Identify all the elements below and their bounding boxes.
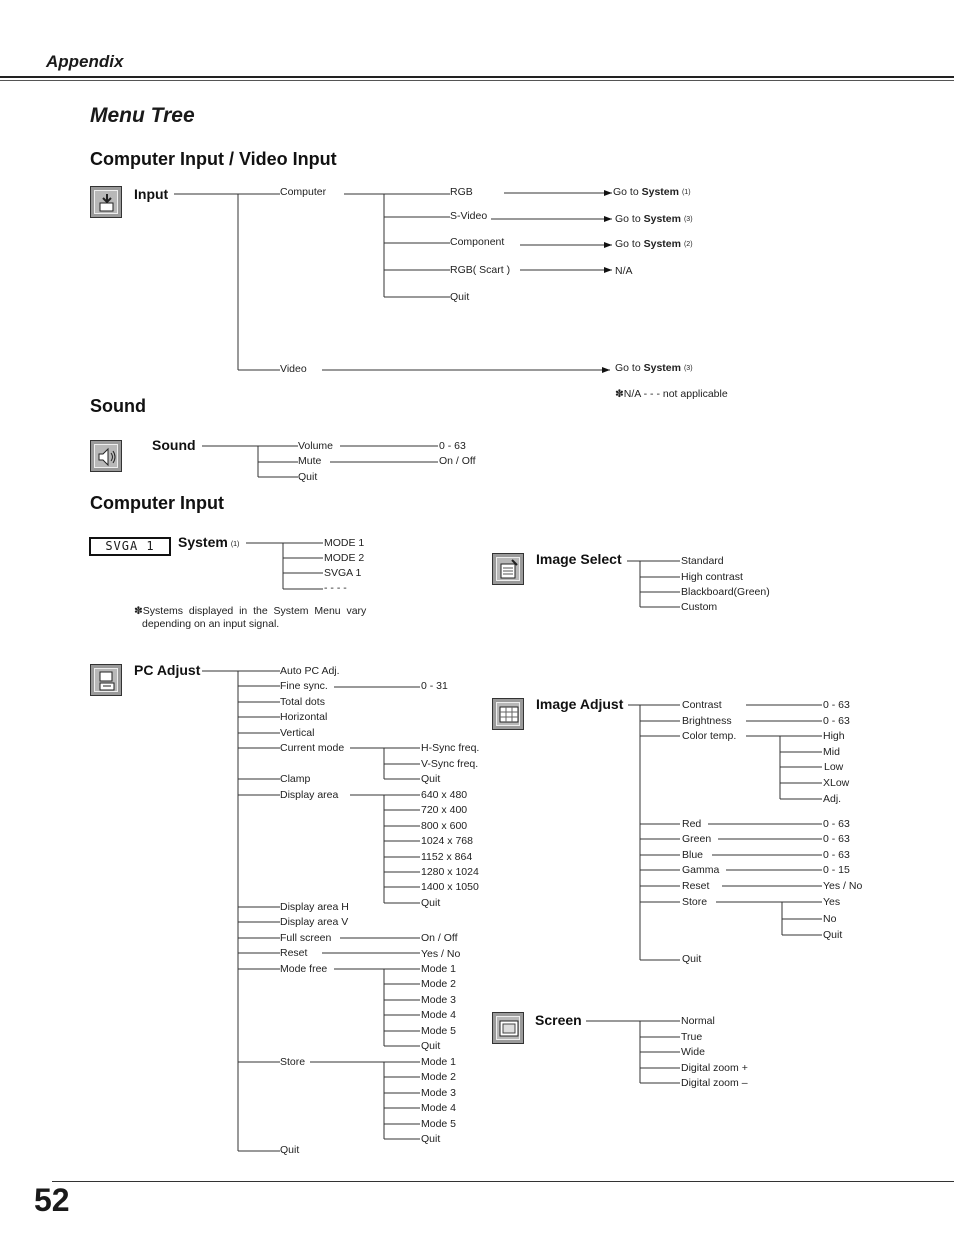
pc-adjust-item: Fine sync. <box>280 680 328 692</box>
system-item: MODE 2 <box>324 552 365 564</box>
image-adjust-item: Blue <box>682 849 704 861</box>
store-item: Mode 3 <box>421 1087 457 1099</box>
store-item: Mode 5 <box>421 1118 457 1130</box>
current-mode-item: V-Sync freq. <box>421 758 479 770</box>
volume-range: 0 - 63 <box>439 440 466 452</box>
image-store-item: No <box>823 913 837 925</box>
mute-value: On / Off <box>439 455 476 467</box>
pc-adjust-item: Quit <box>280 1144 300 1156</box>
page-number: 52 <box>34 1182 70 1218</box>
color-temp-item: XLow <box>823 777 850 789</box>
display-area-item: 1280 x 1024 <box>421 866 479 878</box>
display-area-item: 1400 x 1050 <box>421 881 479 893</box>
header-section-label: Appendix <box>46 52 124 71</box>
pc-adjust-item: Reset <box>280 947 308 959</box>
system-item: SVGA 1 <box>324 567 362 579</box>
pc-adjust-item: Horizontal <box>280 711 328 723</box>
goto-prefix: Go to <box>613 186 639 198</box>
speaker-icon <box>90 440 122 472</box>
goto-system-svideo <box>615 213 693 225</box>
full-screen-value: On / Off <box>421 932 458 944</box>
input-item-rgb-scart: RGB( Scart ) <box>450 264 511 276</box>
display-area-item: 640 x 480 <box>421 789 468 801</box>
input-item-computer: Computer <box>280 186 327 198</box>
image-select-item: High contrast <box>681 571 743 583</box>
pc-adjust-item: Display area H <box>280 901 349 913</box>
store-item: Mode 1 <box>421 1056 457 1068</box>
footer-rule <box>52 1181 954 1182</box>
image-adjust-item: Gamma <box>682 864 720 876</box>
image-adjust-item: Store <box>682 896 708 908</box>
goto-system-rgb <box>613 186 691 198</box>
pc-adjust-title: PC Adjust <box>134 662 201 678</box>
system-title-text: System <box>178 534 228 550</box>
system-ref: (1) <box>230 541 240 548</box>
sound-item-quit: Quit <box>298 471 318 483</box>
image-store-item: Quit <box>823 929 843 941</box>
display-area-item: 1024 x 768 <box>421 835 473 847</box>
image-select-title: Image Select <box>536 551 622 567</box>
pc-adjust-item: Vertical <box>280 727 315 739</box>
input-item-video: Video <box>280 363 307 375</box>
image-adjust-value: 0 - 63 <box>823 715 850 727</box>
system-item: MODE 1 <box>324 537 365 549</box>
display-area-item: 720 x 400 <box>421 804 468 816</box>
image-adjust-value: 0 - 63 <box>823 699 850 711</box>
image-adjust-value: 0 - 63 <box>823 849 850 861</box>
goto-ref: (3) <box>683 365 693 372</box>
goto-ref: (2) <box>683 241 693 248</box>
display-area-item: Quit <box>421 897 441 909</box>
image-adjust-value: 0 - 63 <box>823 818 850 830</box>
pc-adjust-item: Clamp <box>280 773 311 785</box>
image-adjust-item: Brightness <box>682 715 732 727</box>
screen-item: True <box>681 1031 703 1043</box>
input-icon <box>90 186 122 218</box>
system-note-line1: ✽Systems displayed in the System Menu vary <box>134 605 367 617</box>
color-temp-item: Low <box>824 761 844 773</box>
image-adjust-item: Color temp. <box>682 730 737 742</box>
system-note-line2: depending on an input signal. <box>142 618 280 630</box>
image-adjust-value: 0 - 63 <box>823 833 850 845</box>
pc-adjust-item: Display area V <box>280 916 349 928</box>
screen-menu-title: Screen <box>535 1012 582 1028</box>
fine-sync-range: 0 - 31 <box>421 680 448 692</box>
goto-prefix: Go to <box>615 362 641 374</box>
color-temp-item: Adj. <box>823 793 842 805</box>
goto-prefix: Go to <box>615 238 641 250</box>
goto-system-word: System <box>643 238 681 250</box>
system-menu-title <box>178 534 239 550</box>
store-item: Mode 4 <box>421 1102 457 1114</box>
input-item-svideo: S-Video <box>450 210 488 222</box>
image-adjust-value: 0 - 15 <box>823 864 850 876</box>
section-heading-sound: Sound <box>90 396 146 416</box>
goto-ref: (3) <box>683 216 693 223</box>
image-adjust-title: Image Adjust <box>536 696 624 712</box>
sound-item-mute: Mute <box>298 455 322 467</box>
sound-item-volume: Volume <box>298 440 334 452</box>
pc-adjust-item: Total dots <box>280 696 325 708</box>
display-area-item: 800 x 600 <box>421 820 468 832</box>
pc-adjust-item: Current mode <box>280 742 345 754</box>
goto-system-component <box>615 238 693 250</box>
na-footnote: ✽N/A - - - not applicable <box>615 388 728 400</box>
pc-adjust-item: Full screen <box>280 932 332 944</box>
mode-free-item: Quit <box>421 1040 441 1052</box>
section-heading-computer-input: Computer Input <box>90 493 224 513</box>
store-item: Mode 2 <box>421 1071 457 1083</box>
image-adjust-item: Contrast <box>682 699 722 711</box>
image-store-item: Yes <box>823 896 841 908</box>
screen-icon <box>492 1012 524 1044</box>
pc-adjust-item: Store <box>280 1056 306 1068</box>
sound-menu-title: Sound <box>152 437 196 453</box>
system-item: - - - - <box>324 582 347 594</box>
mode-free-item: Mode 3 <box>421 994 457 1006</box>
goto-system-word: System <box>641 186 679 198</box>
image-adjust-item: Red <box>682 818 702 830</box>
image-adjust-item: Green <box>682 833 712 845</box>
store-item: Quit <box>421 1133 441 1145</box>
color-temp-item: High <box>823 730 845 742</box>
image-select-icon <box>492 553 524 585</box>
screen-item: Normal <box>681 1015 715 1027</box>
mode-free-item: Mode 2 <box>421 978 457 990</box>
display-area-item: 1152 x 864 <box>421 851 473 863</box>
image-adjust-value: Yes / No <box>823 880 863 892</box>
input-item-quit: Quit <box>450 291 470 303</box>
pc-adjust-item: Auto PC Adj. <box>280 665 340 677</box>
color-temp-item: Mid <box>823 746 840 758</box>
screen-item: Wide <box>681 1046 705 1058</box>
reset-value: Yes / No <box>421 948 461 960</box>
input-item-rgb: RGB <box>450 186 473 198</box>
mode-free-item: Mode 5 <box>421 1025 457 1037</box>
goto-prefix: Go to <box>615 213 641 225</box>
pc-adjust-item: Mode free <box>280 963 328 975</box>
input-menu-title: Input <box>134 186 169 202</box>
image-select-item: Standard <box>681 555 724 567</box>
image-select-item: Blackboard(Green) <box>681 586 770 598</box>
goto-system-word: System <box>643 362 681 374</box>
rgb-scart-na: N/A <box>615 265 633 277</box>
mode-free-item: Mode 1 <box>421 963 457 975</box>
goto-ref: (1) <box>681 189 691 196</box>
pc-adjust-item: Display area <box>280 789 339 801</box>
input-item-component: Component <box>450 236 505 248</box>
screen-item: Digital zoom – <box>681 1077 748 1089</box>
section-heading-computer-video: Computer Input / Video Input <box>90 149 337 169</box>
pc-adjust-icon <box>90 664 122 696</box>
goto-system-video <box>615 362 693 374</box>
mode-free-item: Mode 4 <box>421 1009 457 1021</box>
image-adjust-item: Reset <box>682 880 710 892</box>
image-adjust-item: Quit <box>682 953 702 965</box>
current-mode-item: Quit <box>421 773 441 785</box>
image-select-item: Custom <box>681 601 718 613</box>
goto-system-word: System <box>643 213 681 225</box>
image-adjust-icon <box>492 698 524 730</box>
screen-item: Digital zoom + <box>681 1062 748 1074</box>
page-title: Menu Tree <box>90 104 195 127</box>
system-badge: SVGA 1 <box>89 537 171 556</box>
current-mode-item: H-Sync freq. <box>421 742 480 754</box>
